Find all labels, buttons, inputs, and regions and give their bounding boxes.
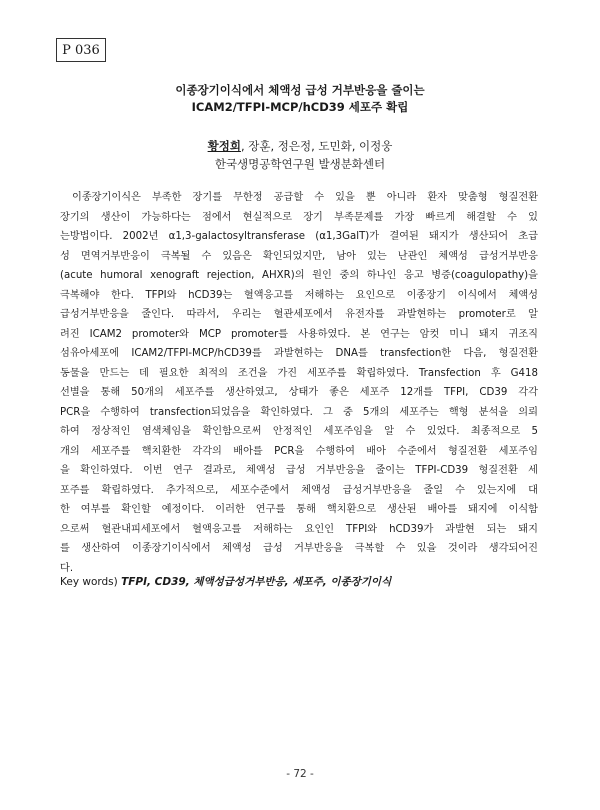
abstract-line: 을 확인하였다. 이번 연구 결과로, 체액성 급성 거부반응을 줄이는 TFPI-CD39 형질전환 세: [60, 465, 538, 476]
abstract-line: 개의 세포주를 핵치환한 각각의 배아를 PCR을 수행하여 배아 수준에서 형질전환 세포주임: [60, 445, 538, 457]
abstract-line: 성 면역거부반응이 극복될 수 있음은 확인되었지만, 남아 있는 난관인 체액성 급성거부반응: [60, 250, 538, 262]
author-list: [60, 138, 540, 154]
abstract-line: 극복해야 한다. TFPI와 hCD39는 혈액응고를 저해하는 요인으로 이종장기 이식에서 체액성: [60, 289, 538, 301]
keywords: [60, 574, 540, 590]
abstract-line: 으로써 혈관내피세포에서 혈액응고를 저해하는 요인인 TFPI와 hCD39가 과발현 되는 돼지: [60, 523, 538, 535]
title-line-1: 이종장기이식에서 체액성 급성 거부반응을 줄이는: [175, 83, 425, 97]
abstract-line: 선별을 통해 50개의 세포주를 생산하였고, 상태가 좋은 세포주 12개를 TFPI, CD39 각각: [60, 387, 538, 398]
abstract-line: 포주를 확립하였다. 추가적으로, 세포수준에서 체액성 급성거부반응을 줄일 수 있는지에 대: [60, 484, 538, 496]
abstract-line: 동물을 만드는 데 필요한 최적의 조건을 가진 세포주를 확립하였다. Transfection 후 G418: [60, 367, 538, 379]
poster-id-box: P 036: [56, 38, 106, 62]
abstract-line: PCR을 수행하여 transfection되었음을 확인하였다. 그 중 5개의 세포주는 핵형 분석을 의뢰: [60, 406, 538, 418]
title-line-2: ICAM2/TFPI-MCP/hCD39 세포주 확립: [191, 100, 409, 114]
keywords-label: Key words): [60, 576, 122, 588]
co-authors: , 장훈, 정은정, 도민화, 이정웅: [240, 139, 393, 153]
abstract-line: 려진 ICAM2 promoter와 MCP promoter를 사용하였다. 본 연구는 암컷 미니 돼지 귀조직: [60, 328, 538, 340]
affiliation: 한국생명공학연구원 발생분화센터: [214, 157, 386, 171]
abstract-line: 섬유아세포에 ICAM2/TFPI-MCP/hCD39를 과발현하는 DNA를 transfection한 다음, 형질전환: [60, 348, 538, 359]
abstract-line: 이종장기이식은 부족한 장기를 무한정 공급할 수 있을 뿐 아니라 환자 맞춤형 형질전환: [72, 192, 538, 203]
abstract-line: 다.: [60, 562, 74, 574]
abstract-line: (acute humoral xenograft rejection, AHXR)의 원인 중의 하나인 응고 병증(coagulopathy)을: [60, 270, 538, 281]
presenting-author: 황정희: [207, 139, 241, 153]
abstract-body: [60, 188, 538, 578]
abstract-line: 한 여부를 확인할 예정이다. 이러한 연구를 통해 핵치환으로 생산된 배아를 돼지에 이식함: [60, 504, 538, 515]
abstract-line: 급성거부반응을 줄인다. 따라서, 우리는 혈관세포에서 유전자를 과발현하는 promoter로 알: [60, 309, 538, 320]
page-number: - 72 -: [286, 768, 314, 780]
keywords-terms: TFPI, CD39, 체액성급성거부반응, 세포주, 이종장기이식: [121, 576, 392, 588]
abstract-line: 하여 정상적인 염색체임을 확인함으로써 안정적인 세포주임을 알 수 있었다. 최종적으로 5: [60, 426, 538, 437]
abstract-line: 장기의 생산이 가능하다는 점에서 현실적으로 장기 부족문제를 가장 빠르게 해결할 수 있: [60, 211, 538, 223]
abstract-line: 는방법이다. 2002년 α1,3-galactosyltransferase (α1,3GalT)가 결여된 돼지가 생산되어 초급: [60, 231, 538, 242]
abstract-line: 를 생산하여 이종장기이식에서 체액성 급성 거부반응을 극복할 수 있을 것이라 생각되어진: [60, 543, 538, 554]
